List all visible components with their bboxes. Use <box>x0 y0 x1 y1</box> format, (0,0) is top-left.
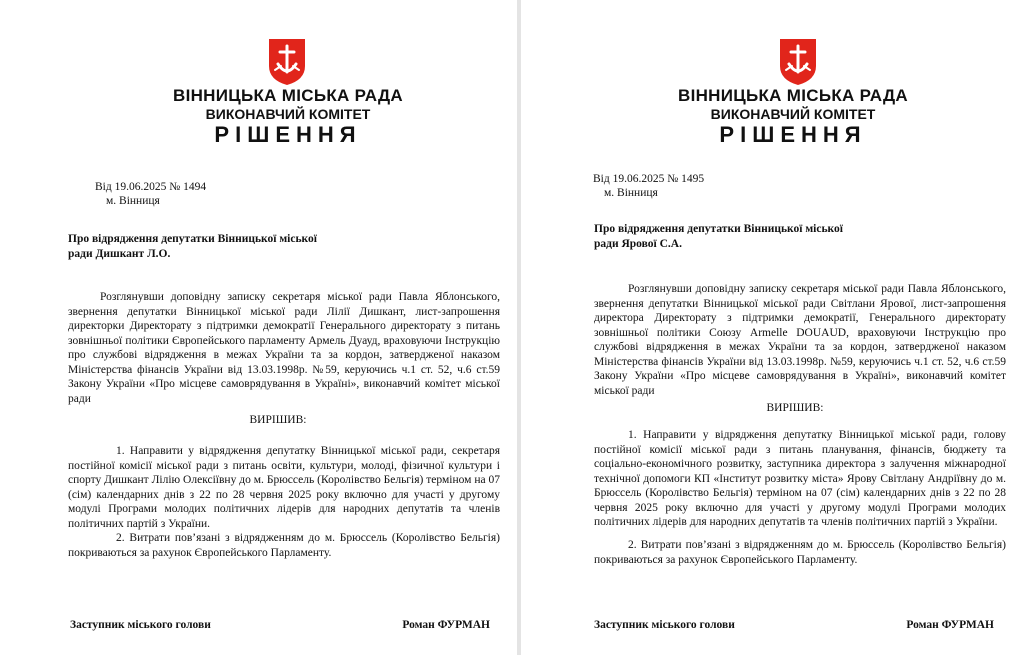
signatory-name: Роман ФУРМАН <box>906 619 994 631</box>
signatory-title: Заступник міського голови <box>70 619 211 631</box>
council-name: ВІННИЦЬКА МІСЬКА РАДА <box>678 86 908 105</box>
council-name: ВІННИЦЬКА МІСЬКА РАДА <box>173 86 403 105</box>
resolution-item-1: 1. Направити у відрядження депутатку Вінницької міської ради, секретаря постійної комісії міської ради з питань освіти, культури, молоді, фізичної культури і спорту Дишкант Лілію Олексіївну до м. Брюссель (Королівство Бельгія) терміном на 07 (сім) календарних днів з 22 по 28 червня 2025 року включно для участі у другому модулі Програми молодих політичних лідерів для народних депутатів та членів політичних партій з України. <box>68 445 500 530</box>
resolved-heading: ВИРІШИВ: <box>249 414 307 426</box>
vinnytsia-coat-of-arms-icon <box>779 38 817 86</box>
decision-title: РІШЕННЯ <box>719 122 867 147</box>
decision-subject: Про відрядження депутатки Вінницької міської ради Ярової С.А. <box>594 223 843 250</box>
decision-document-1495 <box>522 0 1024 655</box>
decision-subject: Про відрядження депутатки Вінницької міської ради Дишкант Л.О. <box>68 233 317 260</box>
page-divider <box>517 0 521 655</box>
preamble-paragraph: Розглянувши доповідну записку секретаря міської ради Павла Яблонського, звернення депутатки Вінницької міської ради Світлани Ярової, лист-запрошення директора Директорату з підтримки демократії, Генерального директорату зовнішньої політики Союзу Armelle DOUAUD, враховуючи Інструкцію про службові відрядження в межах України та за кордон, затвердженої наказом Міністерства фінансів України від 13.03.1998р. №59, керуючись ч.1 ст. 52, ч.6 ст.59 Закону України «Про місцеве самоврядування в Україні», виконавчий комітет міської ради <box>594 283 1006 397</box>
vinnytsia-coat-of-arms-icon <box>268 38 306 86</box>
resolution-item-1: 1. Направити у відрядження депутатку Вінницької міської ради, голову постійної комісії міської ради з питань планування, фінансів, бюджету та соціально-економічного розвитку, заступника директора з залучення міжнародної технічної допомоги КП «Інститут розвитку міста» Ярову Світлану Андріївну до м. Брюссель (Королівство Бельгія) терміном на 07 (сім) календарних днів з 22 по 28 червня 2025 року включно для участі у другому модулі Програми молодих політичних лідерів для народних депутатів та членів політичних партій з України. <box>594 429 1006 528</box>
signatory-title: Заступник міського голови <box>594 619 735 631</box>
city: м. Вінниця <box>106 195 160 207</box>
committee-name: ВИКОНАВЧИЙ КОМІТЕТ <box>710 106 876 122</box>
date-and-number: Від 19.06.2025 № 1495 <box>593 173 705 185</box>
city: м. Вінниця <box>604 187 658 199</box>
committee-name: ВИКОНАВЧИЙ КОМІТЕТ <box>205 106 371 122</box>
resolved-heading: ВИРІШИВ: <box>766 402 824 414</box>
resolution-item-2: 2. Витрати пов’язані з відрядженням до м. Брюссель (Королівство Бельгія) покриваються за рахунок Європейського Парламенту. <box>68 532 500 559</box>
signatory-name: Роман ФУРМАН <box>402 619 490 631</box>
resolution-item-2: 2. Витрати пов’язані з відрядженням до м. Брюссель (Королівство Бельгія) покриваються за рахунок Європейського Парламенту. <box>594 539 1006 566</box>
decision-title: РІШЕННЯ <box>214 122 362 147</box>
preamble-paragraph: Розглянувши доповідну записку секретаря міської ради Павла Яблонського, звернення депутатки Вінницької міської ради Лілії Дишкант, лист-запрошення директорки Директорату з підтримки демократії Генерального директорату з питань зовнішньої політики Європейського парламенту Армель Дуауд, враховуючи Інструкцію про службові відрядження в межах України та за кордон, затвердженої наказом Міністерства фінансів України від 13.03.1998р. №59, керуючись ч.1 ст. 52, ч.6 ст.59 Закону України «Про місцеве самоврядування в Україні», виконавчий комітет міської ради <box>68 291 500 405</box>
date-and-number: Від 19.06.2025 № 1494 <box>95 181 207 193</box>
